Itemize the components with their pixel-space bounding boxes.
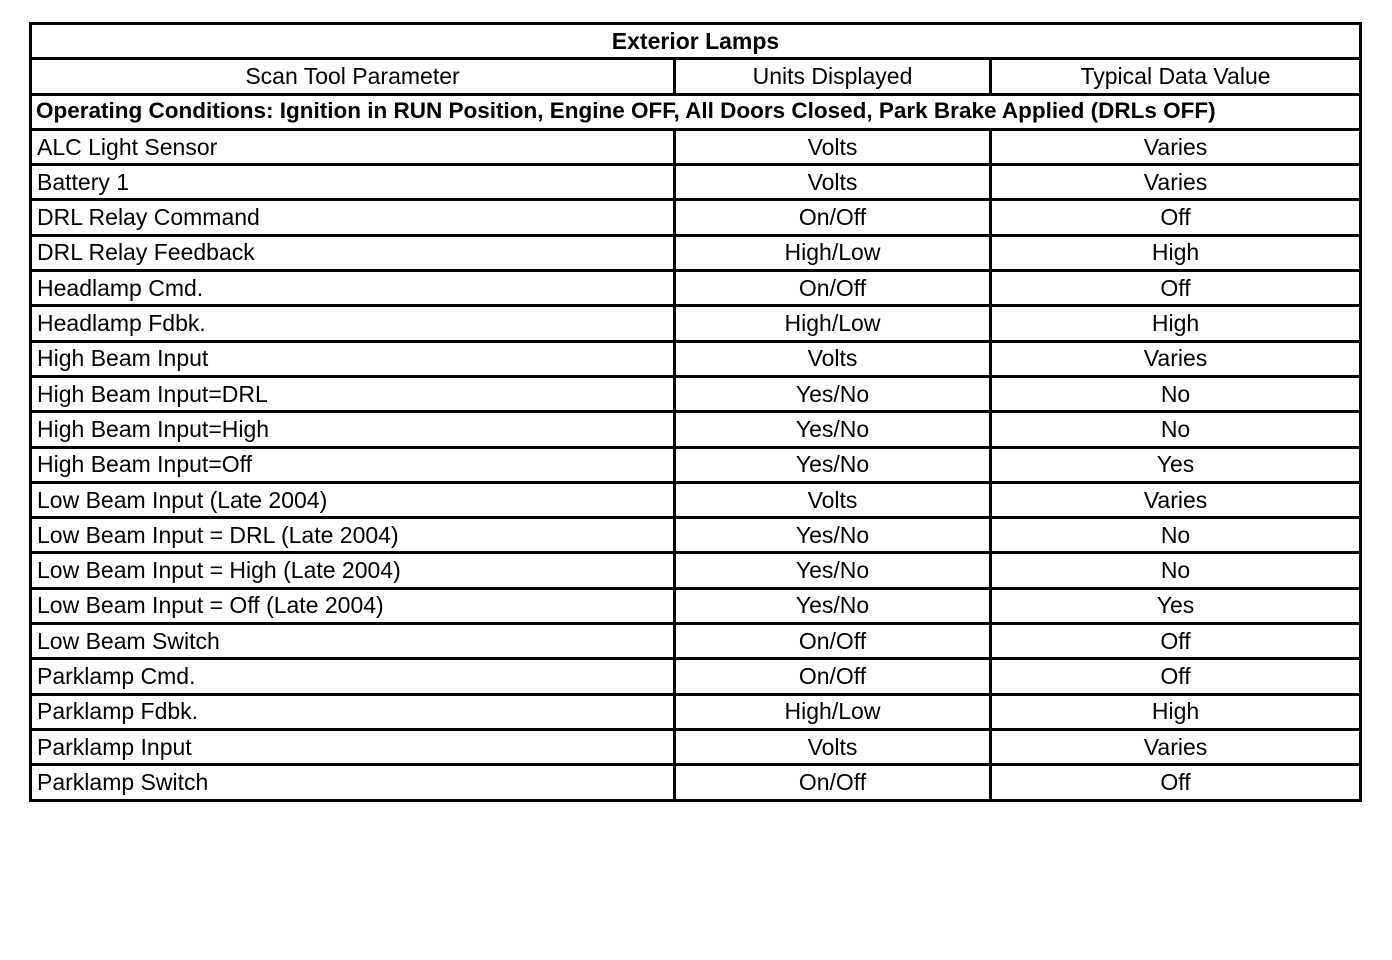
parameter-cell: Parklamp Cmd.	[31, 659, 675, 694]
header-scan-tool-parameter: Scan Tool Parameter	[31, 59, 675, 94]
typical-value-cell: Off	[991, 271, 1361, 306]
parameter-cell: DRL Relay Command	[31, 200, 675, 235]
table-row	[31, 200, 1361, 235]
typical-value-cell: High	[991, 694, 1361, 729]
units-cell: Yes/No	[675, 447, 991, 482]
table-row	[31, 165, 1361, 200]
table-row	[31, 412, 1361, 447]
units-cell: Yes/No	[675, 588, 991, 623]
parameter-cell: Low Beam Input = High (Late 2004)	[31, 553, 675, 588]
table-row	[31, 376, 1361, 411]
exterior-lamps-table	[29, 22, 1362, 802]
units-cell: Volts	[675, 341, 991, 376]
operating-conditions-row	[31, 94, 1361, 129]
units-cell: High/Low	[675, 306, 991, 341]
typical-value-cell: Varies	[991, 129, 1361, 164]
parameter-cell: Battery 1	[31, 165, 675, 200]
units-cell: Volts	[675, 729, 991, 764]
parameter-cell: Low Beam Input (Late 2004)	[31, 482, 675, 517]
typical-value-cell: Yes	[991, 447, 1361, 482]
units-cell: Yes/No	[675, 518, 991, 553]
operating-conditions: Operating Conditions: Ignition in RUN Position, Engine OFF, All Doors Closed, Park Brake Applied (DRLs OFF)	[31, 94, 1361, 129]
typical-value-cell: Off	[991, 765, 1361, 800]
table-row	[31, 659, 1361, 694]
typical-value-cell: No	[991, 518, 1361, 553]
typical-value-cell: High	[991, 235, 1361, 270]
table-row	[31, 235, 1361, 270]
table-row	[31, 518, 1361, 553]
units-cell: On/Off	[675, 765, 991, 800]
parameter-cell: High Beam Input=DRL	[31, 376, 675, 411]
header-units-displayed: Units Displayed	[675, 59, 991, 94]
table-title: Exterior Lamps	[31, 24, 1361, 59]
table-row	[31, 271, 1361, 306]
parameter-cell: ALC Light Sensor	[31, 129, 675, 164]
typical-value-cell: Varies	[991, 729, 1361, 764]
parameter-cell: Headlamp Fdbk.	[31, 306, 675, 341]
units-cell: On/Off	[675, 659, 991, 694]
typical-value-cell: Off	[991, 200, 1361, 235]
units-cell: On/Off	[675, 624, 991, 659]
typical-value-cell: No	[991, 376, 1361, 411]
table-row	[31, 129, 1361, 164]
table-row	[31, 447, 1361, 482]
parameter-cell: DRL Relay Feedback	[31, 235, 675, 270]
typical-value-cell: Off	[991, 659, 1361, 694]
units-cell: High/Low	[675, 694, 991, 729]
typical-value-cell: Off	[991, 624, 1361, 659]
parameter-cell: Parklamp Fdbk.	[31, 694, 675, 729]
table-row	[31, 624, 1361, 659]
parameter-cell: High Beam Input=Off	[31, 447, 675, 482]
units-cell: On/Off	[675, 271, 991, 306]
units-cell: Volts	[675, 129, 991, 164]
parameter-cell: Headlamp Cmd.	[31, 271, 675, 306]
table-row	[31, 729, 1361, 764]
units-cell: Yes/No	[675, 412, 991, 447]
units-cell: On/Off	[675, 200, 991, 235]
table-row	[31, 306, 1361, 341]
parameter-cell: Low Beam Input = DRL (Late 2004)	[31, 518, 675, 553]
table-row	[31, 341, 1361, 376]
units-cell: Volts	[675, 482, 991, 517]
table-row	[31, 482, 1361, 517]
table-row	[31, 553, 1361, 588]
table-row	[31, 694, 1361, 729]
table-header-row	[31, 59, 1361, 94]
header-typical-data-value: Typical Data Value	[991, 59, 1361, 94]
units-cell: Yes/No	[675, 553, 991, 588]
typical-value-cell: Yes	[991, 588, 1361, 623]
table-title-row	[31, 24, 1361, 59]
parameter-cell: Parklamp Input	[31, 729, 675, 764]
typical-value-cell: Varies	[991, 165, 1361, 200]
units-cell: Yes/No	[675, 376, 991, 411]
typical-value-cell: High	[991, 306, 1361, 341]
typical-value-cell: No	[991, 412, 1361, 447]
parameter-cell: High Beam Input=High	[31, 412, 675, 447]
typical-value-cell: No	[991, 553, 1361, 588]
typical-value-cell: Varies	[991, 482, 1361, 517]
table-row	[31, 588, 1361, 623]
typical-value-cell: Varies	[991, 341, 1361, 376]
table-row	[31, 765, 1361, 800]
units-cell: Volts	[675, 165, 991, 200]
parameter-cell: Parklamp Switch	[31, 765, 675, 800]
units-cell: High/Low	[675, 235, 991, 270]
parameter-cell: High Beam Input	[31, 341, 675, 376]
parameter-cell: Low Beam Switch	[31, 624, 675, 659]
parameter-cell: Low Beam Input = Off (Late 2004)	[31, 588, 675, 623]
